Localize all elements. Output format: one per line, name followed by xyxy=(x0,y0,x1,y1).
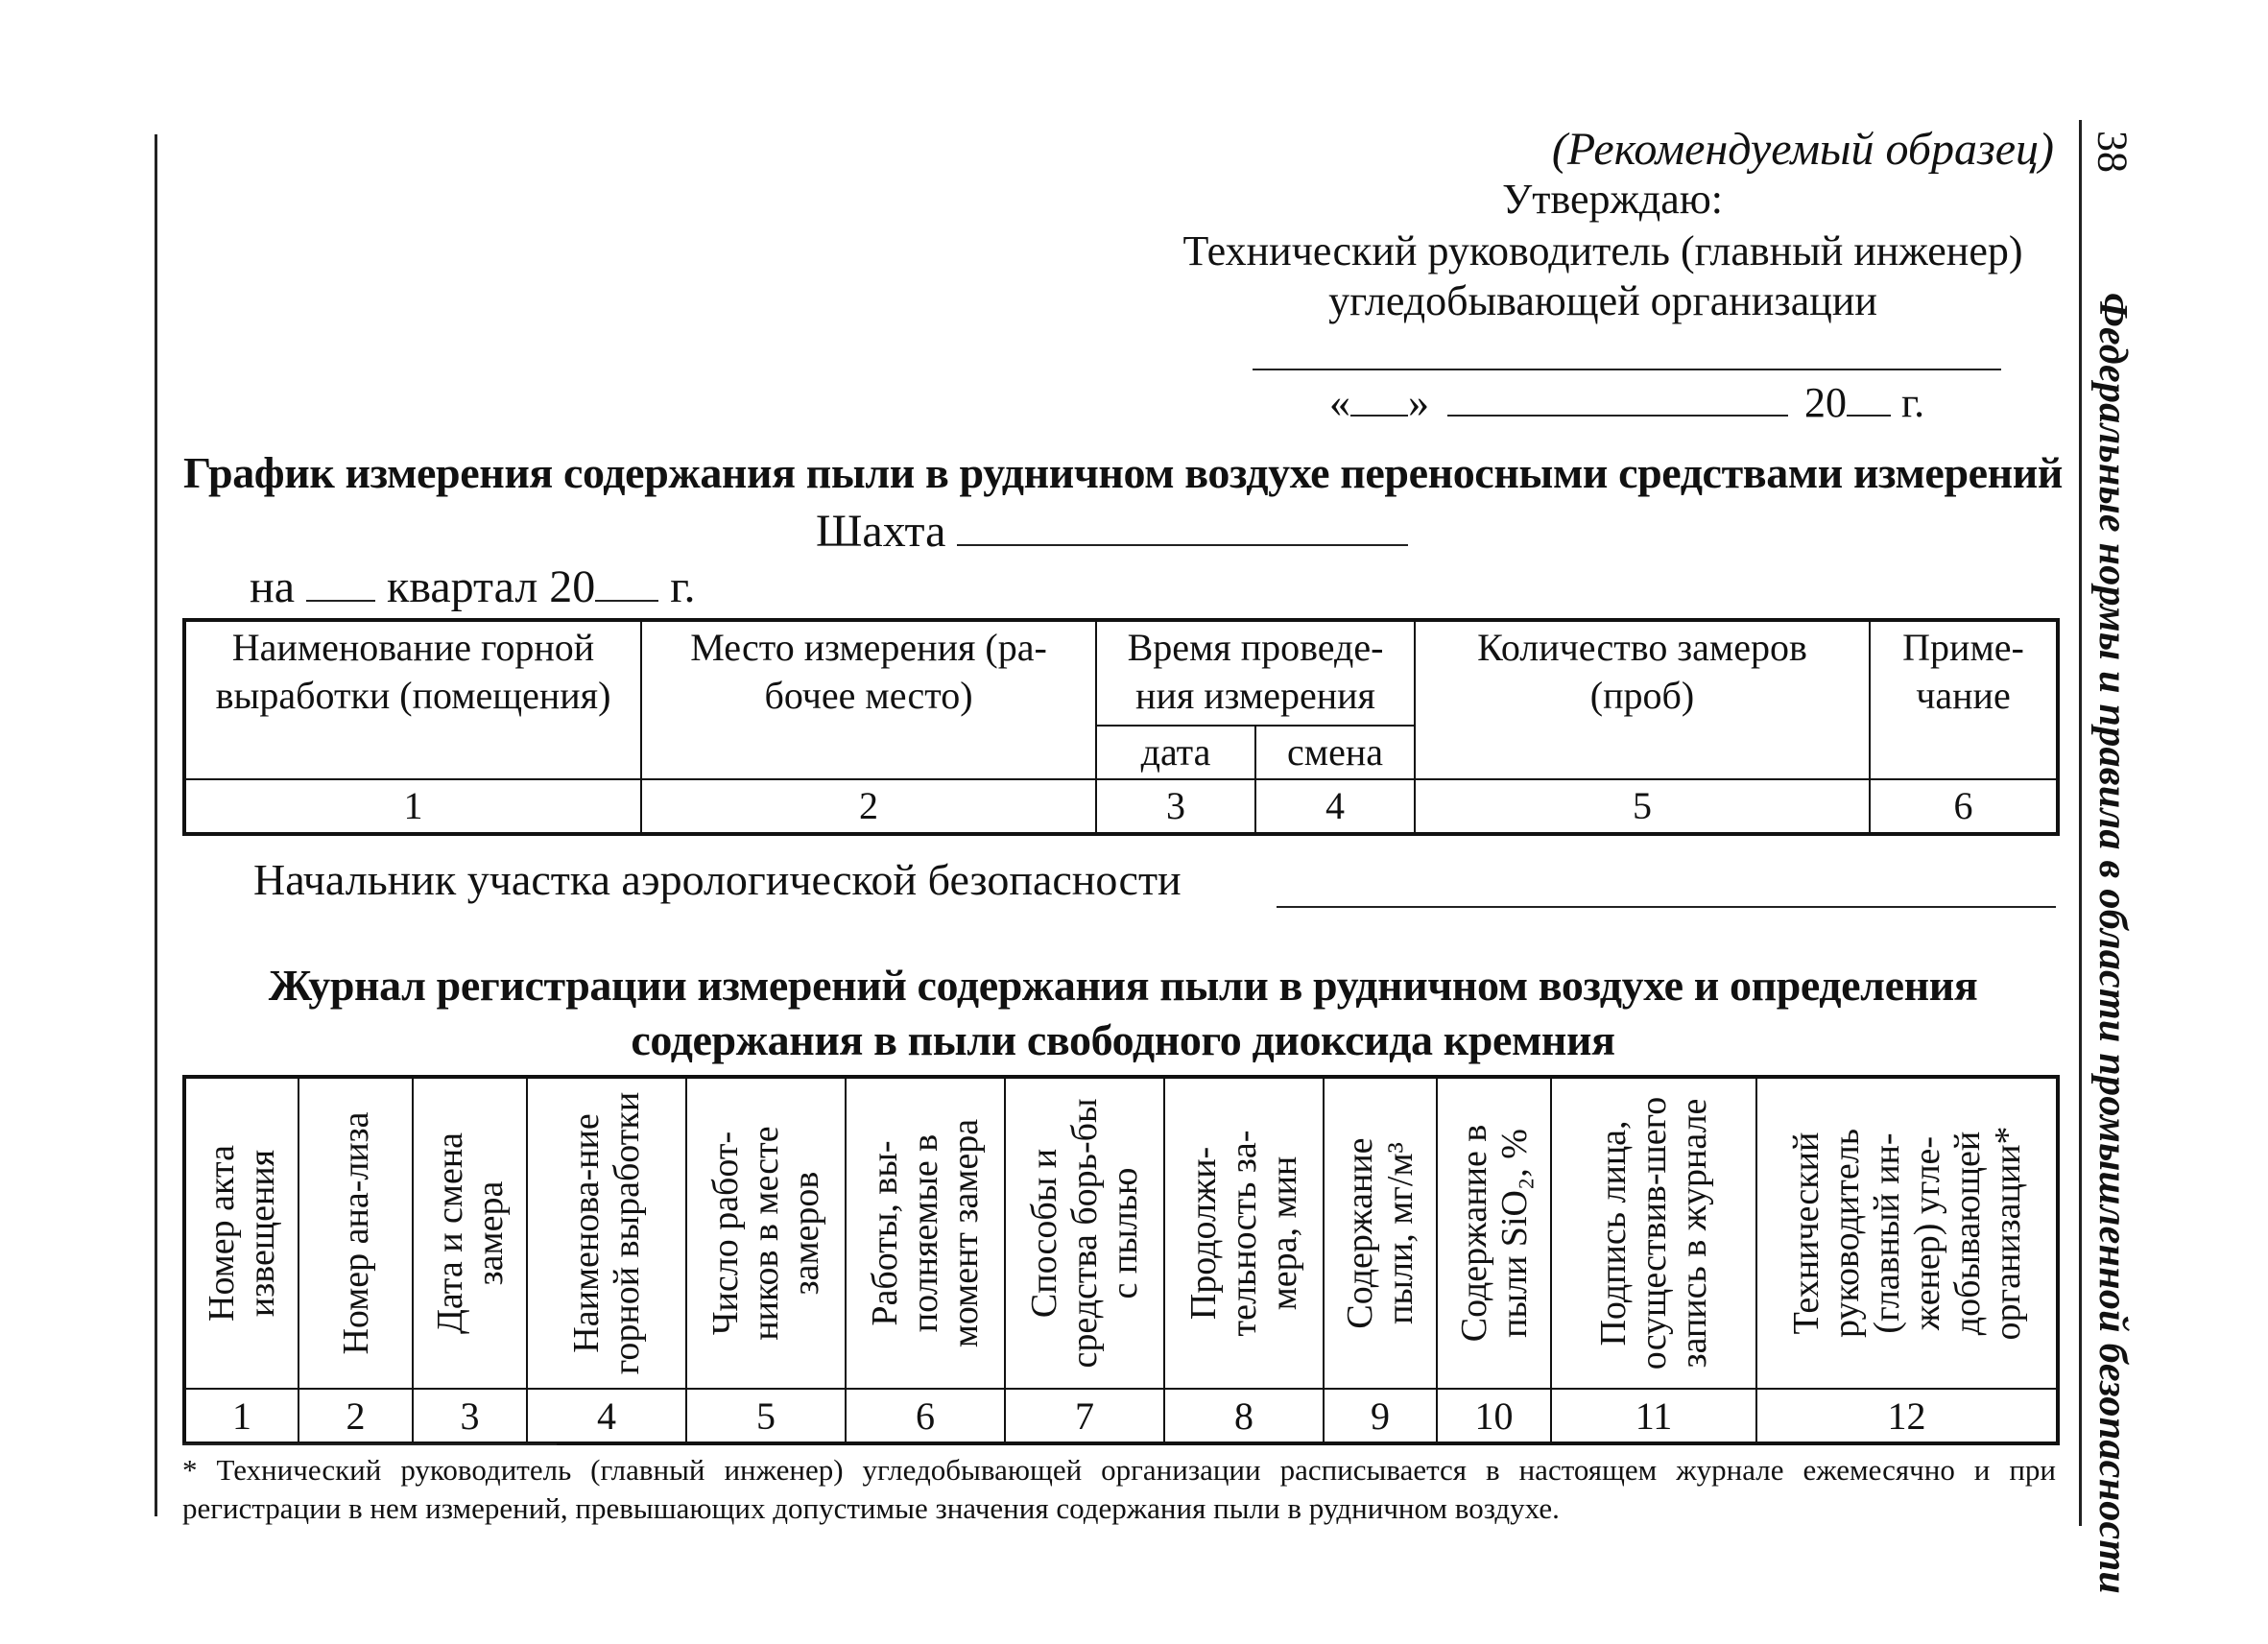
journal-header-text: Продолжи-тельность за-мера, мин xyxy=(1183,1130,1304,1337)
column-number: 1 xyxy=(184,779,641,834)
footnote-rule xyxy=(182,1443,557,1445)
column-number: 1 xyxy=(184,1389,298,1443)
running-title: Федеральные нормы и правила в области промышленной безопасности xyxy=(2090,292,2135,1594)
column-number: 9 xyxy=(1324,1389,1437,1443)
journal-header xyxy=(1324,1077,1437,1389)
journal-header xyxy=(846,1077,1005,1389)
journal-header xyxy=(1437,1077,1551,1389)
column-number-row xyxy=(184,779,2058,834)
column-number: 3 xyxy=(413,1389,527,1443)
journal-header xyxy=(1756,1077,2058,1389)
column-number: 2 xyxy=(298,1389,413,1443)
quarter-field: на квартал 20 г. xyxy=(250,561,696,612)
column-number: 2 xyxy=(641,779,1096,834)
journal-table xyxy=(182,1075,2060,1445)
header-note: Приме-чание xyxy=(1870,620,2058,779)
column-number: 5 xyxy=(686,1389,846,1443)
header-working: Наименование горной выработки (помещения) xyxy=(184,620,641,779)
footnote: * Технический руководитель (главный инженер) угледобывающей организации расписывается в настоящем журнале ежемесячно и при регистрации в нем измерений, превышающих допустимые значения содержания пыли в рудничном воздухе. xyxy=(182,1453,2056,1525)
schedule-title: График измерения содержания пыли в рудничном воздухе переносными средствами измерений xyxy=(183,448,2063,497)
chief-signature-line xyxy=(1277,906,2056,908)
journal-header-text: Число работ-ников в месте замеров xyxy=(705,1126,826,1341)
sample-note: (Рекомендуемый образец) xyxy=(1551,124,2054,175)
column-number: 5 xyxy=(1415,779,1870,834)
header-location: Место измерения (ра-бочее место) xyxy=(641,620,1096,779)
column-number: 12 xyxy=(1756,1389,2058,1443)
approver-position: Технический руководитель (главный инженер) xyxy=(1182,227,2023,274)
journal-header xyxy=(184,1077,298,1389)
signature-line xyxy=(1253,369,2001,370)
journal-header xyxy=(1551,1077,1756,1389)
schedule-table xyxy=(182,618,2060,836)
month-blank xyxy=(1447,376,1788,417)
header-shift: смена xyxy=(1255,726,1415,779)
header-count: Количество замеров (проб) xyxy=(1415,620,1870,779)
page-number: 38 xyxy=(2089,131,2137,173)
column-number: 4 xyxy=(1255,779,1415,834)
header-time: Время проведе-ния измерения xyxy=(1096,620,1415,726)
journal-header xyxy=(1005,1077,1164,1389)
column-number: 6 xyxy=(846,1389,1005,1443)
journal-header-text: Способы и средства борь-бы с пылью xyxy=(1024,1098,1145,1369)
journal-header-text: Номер ана-лиза xyxy=(335,1111,376,1355)
journal-header-text: Содержание пыли, мг/м³ xyxy=(1340,1137,1420,1329)
column-number: 8 xyxy=(1164,1389,1324,1443)
mine-blank xyxy=(957,506,1408,546)
year-blank xyxy=(1847,376,1891,417)
column-number: 3 xyxy=(1096,779,1255,834)
quarter-year-blank xyxy=(595,561,658,602)
journal-number-row xyxy=(184,1389,2058,1443)
column-number: 6 xyxy=(1870,779,2058,834)
column-number: 4 xyxy=(527,1389,686,1443)
approver-organization: угледобывающей организации xyxy=(1328,277,1877,324)
approval-date: « » 20 г. xyxy=(1329,376,2059,427)
approve-label: Утверждаю: xyxy=(1502,176,1723,223)
journal-header xyxy=(413,1077,527,1389)
journal-header-text: Подпись лица, осуществив-шего запись в журнале xyxy=(1593,1096,1714,1370)
journal-title-line1: Журнал регистрации измерений содержания пыли в рудничном воздухе и определения xyxy=(268,961,1978,1010)
right-margin-rule xyxy=(2079,120,2082,1526)
journal-header-text: Наименова-ние горной выработки xyxy=(566,1091,647,1375)
journal-header xyxy=(527,1077,686,1389)
column-number: 10 xyxy=(1437,1389,1551,1443)
journal-header-text: Дата и смена замера xyxy=(429,1132,511,1335)
day-blank xyxy=(1350,376,1408,417)
journal-title-line2: содержания в пыли свободного диоксида кремния xyxy=(631,1015,1615,1064)
left-margin-rule xyxy=(155,134,157,1516)
quarter-blank xyxy=(306,561,375,602)
chief-signature: Начальник участка аэрологической безопасности xyxy=(253,855,1182,904)
journal-header-text: Номер акта извещения xyxy=(202,1145,282,1322)
column-number: 7 xyxy=(1005,1389,1164,1443)
column-number: 11 xyxy=(1551,1389,1756,1443)
journal-header-text: Содержание в пыли SiO₂, % xyxy=(1453,1124,1535,1343)
journal-header-text: Работы, вы-полняемые в момент замера xyxy=(865,1118,986,1348)
journal-header-text: Технический руководитель (главный ин-женер) угле-добывающей организации* xyxy=(1785,1126,2028,1341)
mine-field: Шахта xyxy=(816,505,1430,558)
header-date: дата xyxy=(1096,726,1255,779)
journal-header xyxy=(1164,1077,1324,1389)
journal-header xyxy=(686,1077,846,1389)
journal-header xyxy=(298,1077,413,1389)
